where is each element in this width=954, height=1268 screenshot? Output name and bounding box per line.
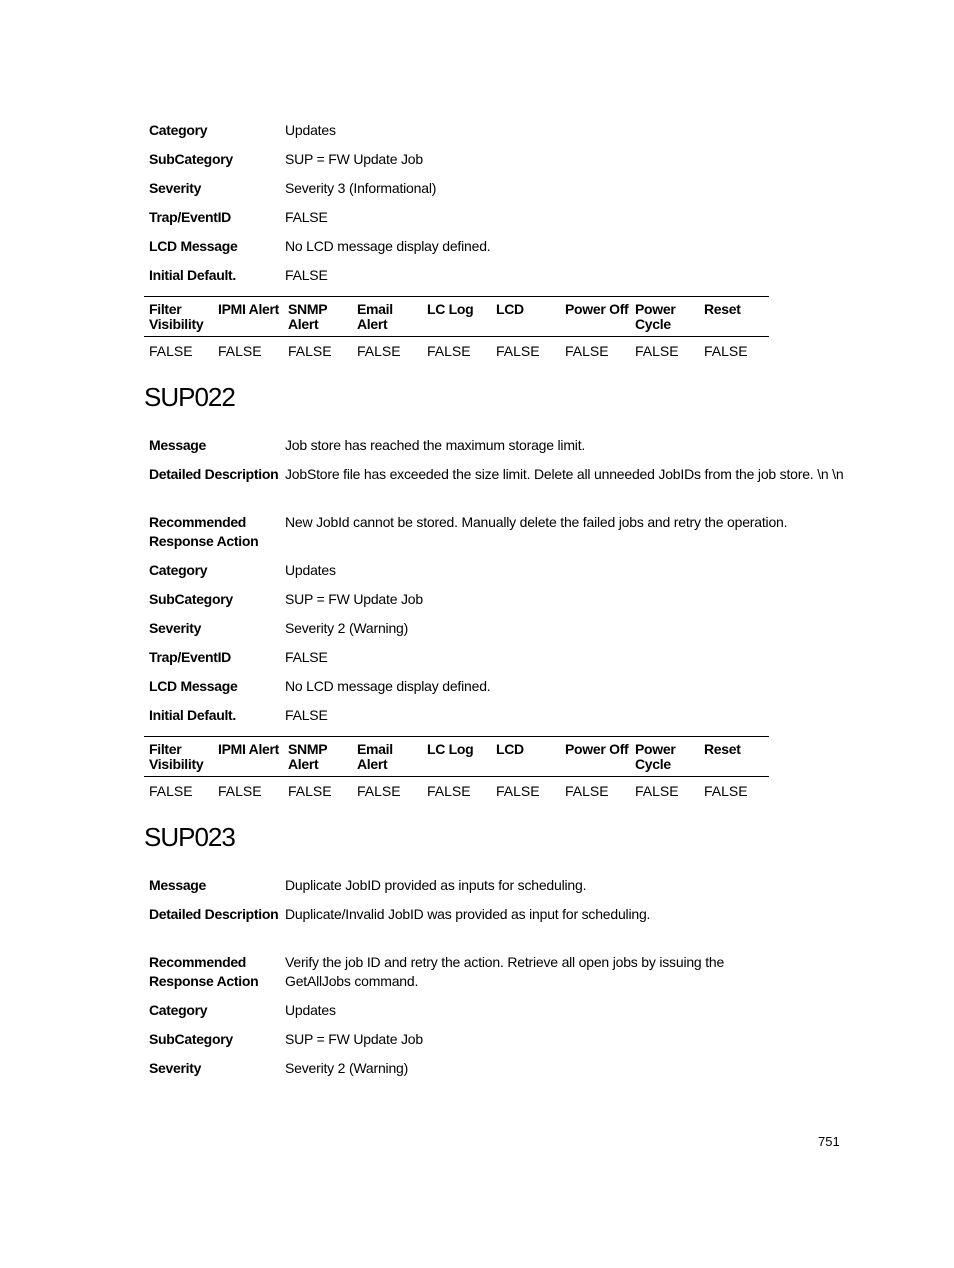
kv-key: SubCategory [149,151,233,167]
table-header: Reset [704,741,741,757]
table-rule [144,296,769,297]
kv-key: Category [149,562,208,578]
kv-value: Duplicate JobID provided as inputs for scheduling. [285,877,587,893]
table-header: IPMI Alert [218,301,280,317]
kv-value: JobStore file has exceeded the size limit. Delete all unneeded JobIDs from the job store. \n \n [285,466,844,482]
kv-key: Trap/EventID [149,649,231,665]
table-header: Power Cycle [635,741,676,772]
kv-value: FALSE [285,209,328,225]
table-cell: FALSE [149,783,193,799]
table-header: Power Cycle [635,301,676,332]
kv-key: Initial Default. [149,267,236,283]
table-header: LC Log [427,301,474,317]
table-cell: FALSE [427,343,471,359]
table-rule [144,736,769,737]
kv-value: Severity 2 (Warning) [285,1060,409,1076]
table-cell: FALSE [357,343,401,359]
table-header: Power Off [565,301,629,317]
kv-key: Severity [149,180,202,196]
section-heading-sup022: SUP022 [144,382,235,412]
table-cell: FALSE [635,783,679,799]
table-rule [144,776,769,777]
table-header: LCD [496,301,524,317]
table-header: LC Log [427,741,474,757]
kv-value: SUP = FW Update Job [285,151,423,167]
kv-value: SUP = FW Update Job [285,1031,423,1047]
kv-value: Verify the job ID and retry the action. Retrieve all open jobs by issuing the GetAllJobs command. [285,954,725,989]
section-heading-sup023: SUP023 [144,822,235,852]
table-header: IPMI Alert [218,741,280,757]
table-cell: FALSE [357,783,401,799]
kv-key: LCD Message [149,678,238,694]
page-number: 751 [818,1134,840,1149]
kv-key: Initial Default. [149,707,236,723]
kv-key: Category [149,1002,208,1018]
kv-key: Severity [149,620,202,636]
table-cell: FALSE [218,343,262,359]
kv-value: Duplicate/Invalid JobID was provided as input for scheduling. [285,906,651,922]
table-header: Reset [704,301,741,317]
kv-key: SubCategory [149,1031,233,1047]
table-cell: FALSE [218,783,262,799]
table-cell: FALSE [149,343,193,359]
kv-key: SubCategory [149,591,233,607]
kv-value: FALSE [285,707,328,723]
table-header: Email Alert [357,301,393,332]
kv-value: Severity 3 (Informational) [285,180,437,196]
table-cell: FALSE [288,783,332,799]
kv-key: Recommended Response Action [149,954,259,989]
kv-value: FALSE [285,649,328,665]
kv-value: Severity 2 (Warning) [285,620,409,636]
table-cell: FALSE [288,343,332,359]
kv-value: Updates [285,122,336,138]
table-cell: FALSE [565,343,609,359]
table-cell: FALSE [496,343,540,359]
kv-value: FALSE [285,267,328,283]
table-header: LCD [496,741,524,757]
table-header: Filter Visibility [149,741,204,772]
table-cell: FALSE [704,343,748,359]
table-cell: FALSE [427,783,471,799]
kv-value: Job store has reached the maximum storage limit. [285,437,586,453]
table-header: Power Off [565,741,629,757]
table-header: Email Alert [357,741,393,772]
table-cell: FALSE [565,783,609,799]
table-rule [144,336,769,337]
kv-key: Detailed Description [149,466,279,482]
table-header: SNMP Alert [288,301,328,332]
kv-key: Detailed Description [149,906,279,922]
kv-key: Message [149,877,207,893]
kv-value: No LCD message display defined. [285,678,491,694]
kv-value: Updates [285,562,336,578]
kv-value: SUP = FW Update Job [285,591,423,607]
kv-key: Severity [149,1060,202,1076]
table-header: SNMP Alert [288,741,328,772]
table-cell: FALSE [704,783,748,799]
kv-key: Message [149,437,207,453]
kv-key: Recommended Response Action [149,514,259,549]
kv-key: Category [149,122,208,138]
table-header: Filter Visibility [149,301,204,332]
kv-value: Updates [285,1002,336,1018]
table-cell: FALSE [496,783,540,799]
table-cell: FALSE [635,343,679,359]
kv-key: Trap/EventID [149,209,231,225]
kv-key: LCD Message [149,238,238,254]
kv-value: No LCD message display defined. [285,238,491,254]
kv-value: New JobId cannot be stored. Manually delete the failed jobs and retry the operation. [285,514,788,530]
